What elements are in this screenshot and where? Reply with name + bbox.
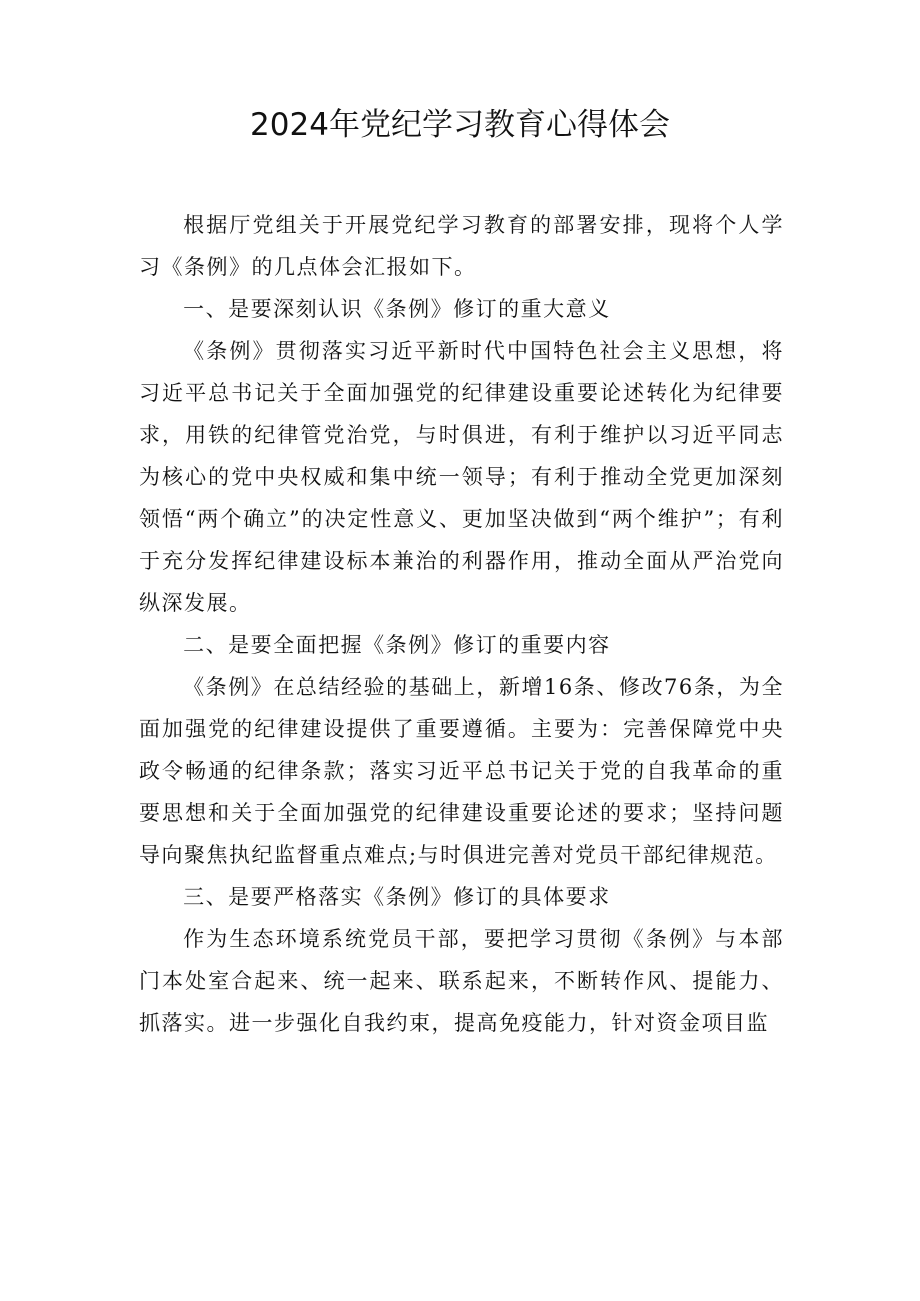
section-heading-2: 二、是要全面把握《条例》修订的重要内容 [183,633,611,657]
section-paragraph-2: 《条例》在总结经验的基础上，新增16条、修改76条，为全面加强党的纪律建设提供了重要遵循。主要为：完善保障党中央政令畅通的纪律条款；落实习近平总书记关于党的自我革命的重要思想和关于全面加强党的纪律建设重要论述的要求；坚持问题导向聚焦执纪监督重点难点;与时俱进完善对党员干部纪律规范。 [139,675,784,867]
section-heading-1: 一、是要深刻认识《条例》修订的重大意义 [183,297,611,321]
document-title: 2024年党纪学习教育心得体会 [250,107,670,143]
section-heading-3: 三、是要严格落实《条例》修订的具体要求 [183,885,611,909]
section-paragraph-3: 作为生态环境系统党员干部，要把学习贯彻《条例》与本部门本处室合起来、统一起来、联系起来，不断转作风、提能力、抓落实。进一步强化自我约束，提高免疫能力，针对资金项目监 [139,927,784,1035]
section-paragraph-1: 《条例》贯彻落实习近平新时代中国特色社会主义思想，将习近平总书记关于全面加强党的纪律建设重要论述转化为纪律要求，用铁的纪律管党治党，与时俱进，有利于维护以习近平同志为核心的党中央权威和集中统一领导；有利于推动全党更加深刻领悟“两个确立”的决定性意义、更加坚决做到“两个维护”；有利于充分发挥纪律建设标本兼治的利器作用，推动全面从严治党向纵深发展。 [139,339,784,615]
document-body [139,204,784,1044]
intro-paragraph: 根据厅党组关于开展党纪学习教育的部署安排，现将个人学习《条例》的几点体会汇报如下。 [139,213,784,279]
